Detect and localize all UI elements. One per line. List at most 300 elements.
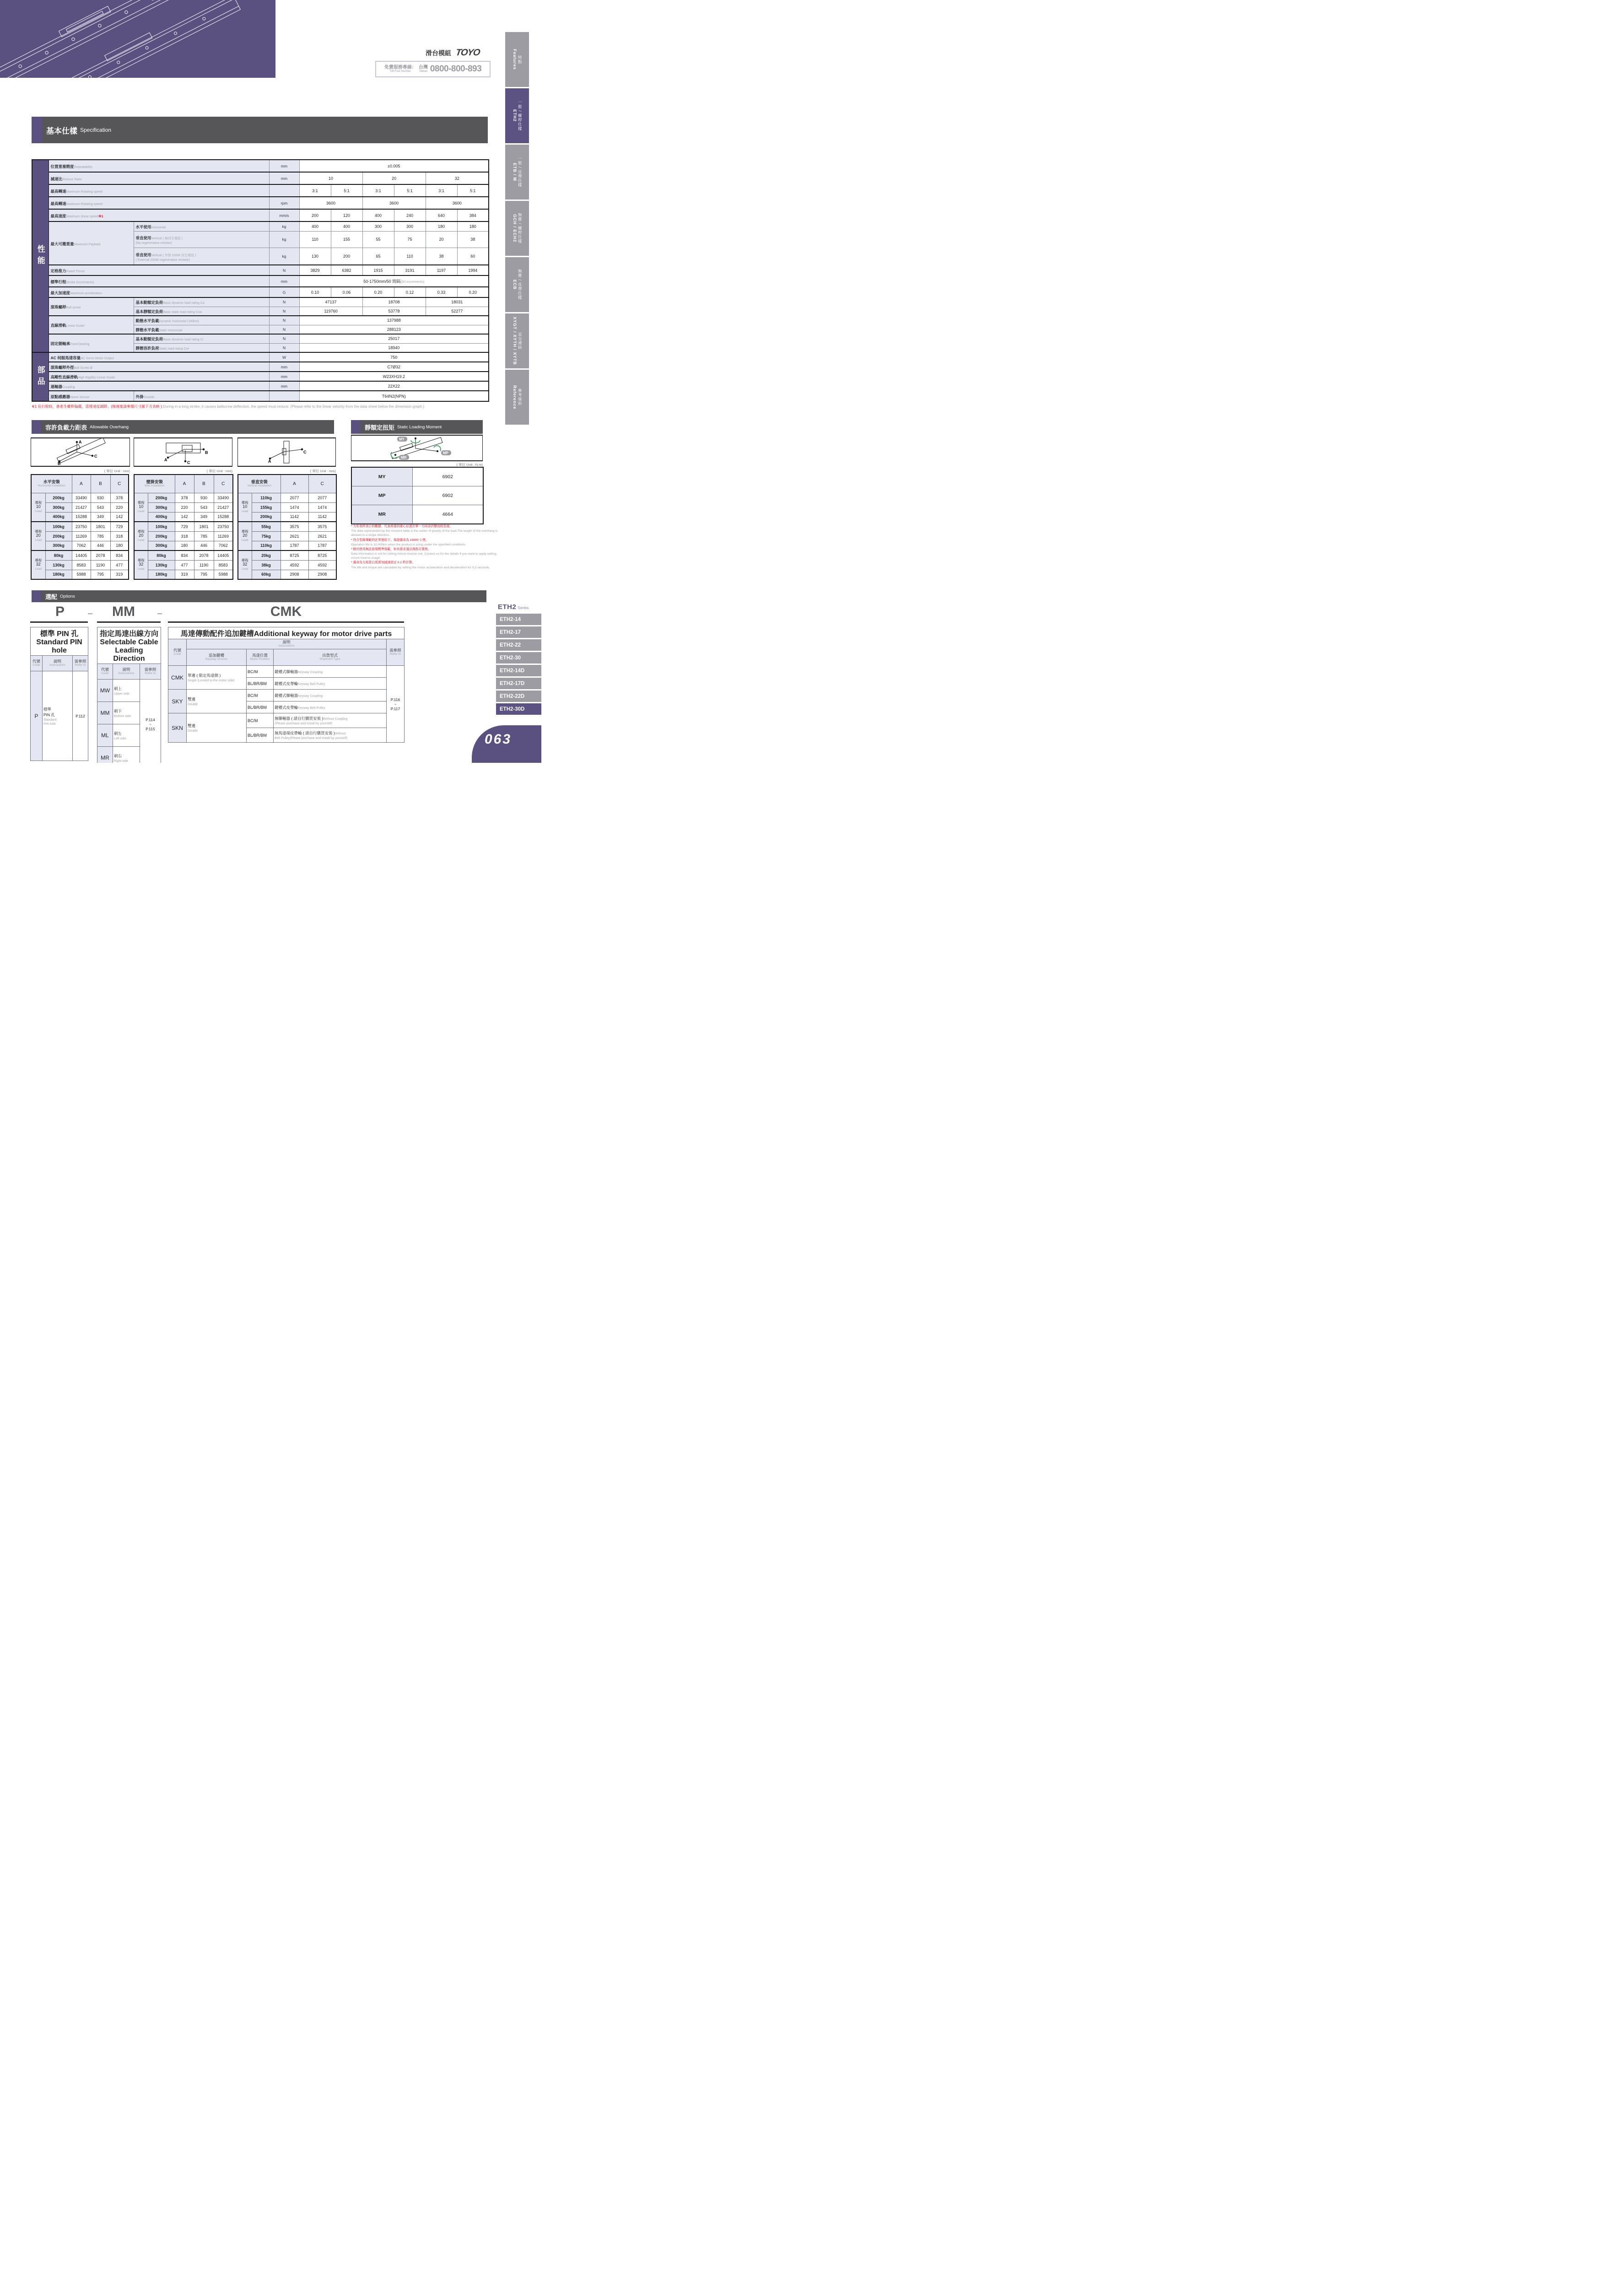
overhang-value-cell: 785 (91, 531, 110, 541)
label: 代號 (101, 667, 109, 672)
label: Horizontal Installation (38, 484, 65, 487)
label: 導程 (35, 558, 42, 563)
lead-group-label (31, 522, 45, 550)
tab-label-en: ETB / M (512, 163, 517, 181)
spec-title-zh: 基本仕樣 (46, 126, 77, 135)
spec-value-cell (299, 160, 489, 172)
unit-caption-mm-1: ( 單位 Unit : mm) (104, 469, 130, 473)
spec-value: 6382 (342, 268, 351, 273)
linear-actuator-drawing (0, 0, 275, 78)
spec-value-cell (331, 221, 362, 231)
spec-row (32, 172, 489, 184)
lead-value: 32 (36, 562, 41, 567)
overhang-value-cell: 2621 (281, 531, 308, 541)
label: 導程 (241, 529, 248, 534)
label: 靜態水平負載 (135, 327, 159, 332)
spec-value: 200 (312, 213, 319, 218)
label: 靜態容許負荷 (135, 345, 159, 351)
table-row (31, 550, 129, 560)
label: High Rigidity Linear Guide (78, 376, 115, 379)
spec-value: 0.06 (342, 290, 351, 295)
spec-row (32, 334, 489, 343)
lead-group-label (238, 493, 252, 522)
label: 連軸器 (50, 384, 63, 389)
static-moment-notes (351, 524, 503, 570)
shipment-type-cell (274, 690, 387, 702)
spec-value: 400 (343, 224, 351, 229)
overhang-section-bar (32, 420, 334, 434)
spec-value-cell (299, 316, 489, 325)
label: Linear Guide (66, 324, 85, 328)
payload-weight-cell: 200kg (148, 531, 175, 541)
table-row (238, 541, 336, 550)
label: 朝右 (114, 753, 122, 758)
label: Shipment Type (319, 658, 340, 661)
refer-page: P.117 (390, 706, 400, 711)
label: 固定側軸承 (50, 341, 70, 346)
sidebar-tab-gch-ech2[interactable] (505, 201, 529, 256)
standard-pin-hole-table (30, 627, 88, 761)
column-header-c: C (308, 475, 336, 493)
label: Lead (138, 509, 145, 513)
shipment-type-cell (274, 702, 387, 713)
spec-value-cell (299, 221, 331, 231)
sub-label-line2: ( External 200W regenerative resistor) (135, 258, 190, 262)
payload-weight-cell: 55kg (252, 522, 281, 531)
shipment-type-cell (274, 678, 387, 690)
spec-row-label (49, 209, 269, 221)
spec-value: 384 (469, 213, 476, 218)
table-row (31, 493, 129, 502)
underline (30, 621, 88, 623)
option-code-cell: ML (97, 724, 113, 747)
series-item-eth2-22[interactable]: ETH2-22 (496, 639, 541, 651)
overhang-value-cell: 1142 (281, 512, 308, 522)
spec-value: 1197 (437, 268, 446, 273)
spec-value-cell (426, 221, 457, 231)
spec-value: 155 (343, 237, 351, 242)
label: Double (188, 703, 198, 706)
spec-value: 3:1 (375, 188, 381, 193)
tab-label-zh: 直交連結 (518, 332, 523, 350)
option-instruction-cell (113, 747, 140, 763)
spec-value-cell (299, 197, 362, 209)
refer-page-cell (140, 680, 161, 763)
tilde: ~ (149, 722, 151, 727)
spec-value: 22X22 (388, 383, 400, 389)
spec-value-cell (457, 221, 489, 231)
spec-value: 20 (392, 176, 397, 181)
spec-value: 400 (312, 224, 319, 229)
overhang-value-cell: 8583 (72, 560, 91, 570)
keyway-groove-cell (187, 713, 247, 743)
spec-value: 0.33 (437, 290, 446, 295)
vertical-label: 性能 (36, 244, 45, 268)
label: 無聯軸器 ( 請自行購買安裝 ) (275, 716, 324, 721)
spec-value: 65 (376, 254, 381, 259)
svg-text:C: C (187, 460, 190, 465)
label: Keyway Coupling (298, 694, 323, 698)
series-item-eth2-17[interactable]: ETH2-17 (496, 626, 541, 638)
column-header-a: A (175, 475, 194, 493)
label: Upper side (114, 692, 129, 696)
overhang-value-cell: 21427 (72, 502, 91, 512)
spec-value-cell (362, 221, 394, 231)
spec-row (32, 297, 489, 307)
payload-weight-cell: 200kg (252, 512, 281, 522)
spec-value: 53778 (388, 308, 400, 313)
overhang-value-cell: 1190 (91, 560, 110, 570)
overhang-value-cell: 1801 (91, 522, 110, 531)
motor-position-cell: BC/M (247, 666, 274, 678)
spec-value-cell (362, 248, 394, 265)
spec-sub-label (134, 307, 269, 316)
label: Dynamic horizontal (100km) (159, 320, 199, 324)
overhang-value-cell: 3575 (308, 522, 336, 531)
overhang-value-cell: 785 (194, 531, 214, 541)
spec-value-cell (426, 265, 457, 275)
lead-value: 10 (243, 504, 248, 509)
purple-accent (32, 117, 42, 143)
label: 朝上 (114, 686, 122, 691)
spec-value: 640 (438, 213, 445, 218)
option-code-cell: MR (97, 747, 113, 763)
payload-weight-cell: 110kg (252, 493, 281, 502)
payload-weight-cell: 80kg (45, 550, 72, 560)
spec-value-cell (299, 352, 489, 362)
column-header-b: B (194, 475, 214, 493)
sidebar-tab-eth2[interactable] (505, 88, 529, 143)
label: Motor Position (250, 658, 270, 661)
sidebar-tab-etb-m[interactable] (505, 145, 529, 200)
overhang-value-cell: 3575 (281, 522, 308, 531)
overhang-value-cell: 446 (194, 541, 214, 550)
payload-weight-cell: 300kg (148, 502, 175, 512)
spec-value: 3600 (389, 200, 399, 205)
overhang-value-cell: 11269 (214, 531, 233, 541)
payload-weight-cell: 100kg (45, 522, 72, 531)
column-header-a: A (281, 475, 308, 493)
spec-row-label (49, 265, 269, 275)
label: 追加鍵槽 (208, 653, 224, 658)
options-title-en: Options (60, 594, 75, 599)
spec-row-label (49, 372, 269, 381)
label: 最大加速度 (50, 290, 70, 295)
spec-row (32, 265, 489, 275)
table-row (134, 522, 233, 531)
spec-value-cell (331, 209, 362, 221)
spec-unit-cell: mm (269, 362, 299, 372)
spec-value: 180 (438, 224, 445, 229)
label: 直線滑軌 (50, 323, 66, 328)
static-moment-title-zh: 靜額定扭矩 (365, 424, 395, 431)
overhang-value-cell: 142 (110, 512, 129, 522)
option-instruction-cell (43, 671, 73, 761)
option-code-cell: SKY (168, 690, 187, 713)
label: 壁掛安裝 (146, 479, 163, 484)
vertical-installation-diagram (237, 437, 336, 467)
spec-value-cell (299, 209, 331, 221)
label: 導程 (137, 501, 145, 505)
overhang-value-cell: 349 (194, 512, 214, 522)
overhang-value-cell: 1787 (308, 541, 336, 550)
overhang-value-cell: 930 (91, 493, 110, 502)
payload-weight-cell: 60kg (252, 570, 281, 579)
spec-row-label (49, 362, 269, 372)
spec-value-cell (362, 287, 394, 297)
installation-table-title (238, 475, 281, 493)
overhang-value-cell: 1190 (194, 560, 214, 570)
overhang-value-cell: 477 (110, 560, 129, 570)
tab-label-en: XYGT / XYTH / XYTB (512, 317, 517, 365)
label: 位置重複精度 (50, 164, 74, 169)
overhang-value-cell: 23750 (72, 522, 91, 531)
payload-weight-cell: 300kg (45, 502, 72, 512)
shipment-type-cell (274, 728, 387, 743)
option-instruction-cell (113, 702, 140, 724)
wall-installation-diagram (134, 437, 232, 467)
spec-unit-cell (269, 391, 299, 401)
overhang-value-cell: 220 (110, 502, 129, 512)
spec-row (32, 352, 489, 362)
series-item-eth2-17d[interactable]: ETH2-17D (496, 678, 541, 689)
moment-value-cell: 4664 (412, 505, 483, 524)
spec-value: 3191 (405, 268, 415, 273)
spec-value-cell (362, 265, 394, 275)
table-row (134, 512, 233, 522)
spec-sub-label (134, 343, 269, 352)
vertical-label: 部品 (36, 365, 45, 389)
spec-group-label (49, 316, 134, 334)
label: 無馬達端皮帶輪 ( 請自行購買安裝 ) (275, 731, 335, 735)
label: 朝下 (114, 708, 122, 713)
label: Lead (138, 567, 145, 571)
spec-value-cell (457, 287, 489, 297)
spec-value: 38 (439, 254, 444, 259)
spec-value-cell (394, 248, 426, 265)
overhang-value-cell: 319 (175, 570, 194, 579)
payload-weight-cell: 38kg (252, 560, 281, 570)
series-item-eth2-30d[interactable]: ETH2-30D (496, 703, 541, 715)
footnote-red: ※1 長行程時，會產生螺桿偏擺，需將速度調降。(線速度請參閱尺寸圖下方表格 ) (32, 405, 162, 409)
label: 基本動額定負荷 (135, 300, 163, 305)
spec-row-label (49, 381, 269, 391)
overhang-value-cell: 4592 (281, 560, 308, 570)
spec-unit-cell: kg (269, 248, 299, 265)
sidebar-tab-ecb[interactable] (505, 257, 529, 312)
spec-unit-cell: W (269, 352, 299, 362)
series-item-eth2-22d[interactable]: ETH2-22D (496, 691, 541, 702)
spec-value: 50-1750mm/50 間隔 (363, 279, 401, 284)
motor-position-cell: BL/BR/BM (247, 702, 274, 713)
table-row (31, 541, 129, 550)
overhang-value-cell: 15288 (72, 512, 91, 522)
spec-value-cell (362, 297, 426, 307)
spec-value: 10 (329, 176, 334, 181)
sidebar-tab-reference[interactable] (505, 370, 529, 425)
label: 最高轉速 (50, 189, 66, 194)
footnote-marker: ※1 (98, 215, 103, 218)
spec-value-cell (299, 231, 331, 248)
label: 滾珠螺桿 (50, 305, 66, 309)
lead-value: 20 (36, 533, 41, 538)
spec-value-cell (394, 231, 426, 248)
label: 說明 (122, 667, 130, 672)
tab-label-zh: 一般 / 皮帶仕樣 (518, 156, 523, 188)
spec-row-label (49, 172, 269, 184)
static-moment-section-bar (351, 420, 483, 434)
lead-group-label (31, 493, 45, 522)
spec-value-cell (299, 325, 489, 334)
payload-weight-cell: 300kg (148, 541, 175, 550)
horizontal-installation-diagram (31, 437, 130, 467)
column-header (97, 664, 113, 680)
spec-value: 38 (470, 237, 475, 242)
overhang-value-cell: 1474 (308, 502, 336, 512)
spec-value: 3600 (452, 200, 462, 205)
label: 馬達傳動配件追加鍵槽 (180, 630, 254, 638)
overhang-value-cell: 33490 (72, 493, 91, 502)
series-item-eth2-14d[interactable]: ETH2-14D (496, 665, 541, 676)
spec-row (32, 287, 489, 297)
overhang-value-cell: 349 (91, 512, 110, 522)
spec-value-cell (299, 372, 489, 381)
label: Maximum linear speed (66, 215, 98, 218)
table-row (134, 570, 233, 579)
label: PIN 孔 (43, 712, 55, 717)
overhang-value-cell: 5988 (72, 570, 91, 579)
note-line: * 壽命及力矩是以馬達加減速設定 0.2 秒計算。 (351, 561, 415, 565)
label: (Please purchase and install by yourself) (275, 722, 333, 725)
column-header-c: C (110, 475, 129, 493)
payload-weight-cell: 130kg (148, 560, 175, 570)
table-row (31, 512, 129, 522)
spec-sub-label (134, 325, 269, 334)
overhang-value-cell: 543 (194, 502, 214, 512)
spec-value-cell (394, 184, 426, 197)
spec-row (32, 316, 489, 325)
sidebar-tab-features[interactable] (505, 32, 529, 87)
lead-group-label (134, 550, 148, 579)
label: Bottom side (114, 714, 131, 718)
column-header (43, 656, 73, 671)
table-row (238, 522, 336, 531)
svg-text:A: A (268, 459, 271, 464)
dash-separator: – (88, 609, 93, 618)
label: Lead (35, 538, 42, 542)
table-row (134, 541, 233, 550)
overhang-value-cell: 5988 (214, 570, 233, 579)
overhang-value-cell: 2078 (91, 550, 110, 560)
payload-weight-cell: 130kg (45, 560, 72, 570)
overhang-value-cell: 378 (110, 493, 129, 502)
region-zh: 台灣 (418, 65, 428, 70)
spec-side-group-label (32, 352, 49, 401)
svg-text:B: B (58, 461, 61, 466)
overhang-value-cell: 2621 (308, 531, 336, 541)
label: Lead (138, 538, 145, 542)
sidebar-tab-xygt-xyth-xytb[interactable] (505, 313, 529, 368)
payload-weight-cell: 300kg (45, 541, 72, 550)
svg-text:A: A (79, 440, 82, 444)
tab-label-en: ETH2 (512, 109, 517, 122)
moment-axis-cell: MY (351, 467, 412, 486)
shipment-type-cell (274, 666, 387, 678)
label: Maximum Payload (74, 243, 101, 246)
spec-row (32, 381, 489, 391)
spec-row (32, 275, 489, 287)
spec-value-cell (299, 287, 331, 297)
label: 減速比 (50, 176, 63, 181)
spec-value-cell (299, 343, 489, 352)
tollfree-label-zh: 免費服務專線： (384, 65, 416, 70)
label: 單邊 ( 限定馬達側 ) (188, 673, 221, 678)
label: Left side (114, 737, 126, 740)
spec-value: 0.12 (405, 290, 414, 295)
tab-label-zh: 一般 / 螺桿仕樣 (518, 100, 523, 131)
spec-sub-label (134, 221, 269, 231)
overhang-value-cell: 2077 (308, 493, 336, 502)
label: 導程 (137, 529, 145, 534)
spec-row-label (49, 184, 269, 197)
keyway-table-title (168, 627, 405, 639)
dash-separator: – (157, 609, 162, 618)
spec-value-cell (394, 221, 426, 231)
column-header (140, 664, 161, 680)
label: 標準行程 (50, 279, 66, 284)
overhang-value-cell: 729 (110, 522, 129, 531)
series-item-eth2-30[interactable]: ETH2-30 (496, 652, 541, 664)
moment-value-cell: 6902 (412, 486, 483, 505)
spec-value-cell (457, 209, 489, 221)
spec-value: 750 (390, 355, 398, 360)
spec-value-note: (50 increments) (400, 280, 425, 284)
spec-value-cell (394, 209, 426, 221)
column-header-b: B (91, 475, 110, 493)
lead-value: 10 (36, 504, 41, 509)
overhang-value-cell: 7062 (214, 541, 233, 550)
spec-group-label (49, 221, 134, 265)
spec-value-cell (426, 231, 457, 248)
payload-weight-cell: 180kg (148, 570, 175, 579)
spec-value-cell (426, 307, 489, 316)
label: 最高轉速 (50, 201, 66, 206)
spec-value-cell (426, 248, 457, 265)
table-row (31, 531, 129, 541)
overhang-title-en: Allowable Overhang (90, 424, 129, 430)
table-row (351, 505, 483, 524)
table-row (134, 550, 233, 560)
spec-group-label (49, 334, 134, 352)
label: 垂直安裝 (251, 479, 268, 484)
series-name: ETH2 (498, 603, 517, 611)
label: 標準 (43, 707, 52, 712)
cable-table-title (97, 627, 161, 664)
note-line: * 力矩表所表示的數據，代表荷重的重心位置於單一方向容許懸出的長度。 (351, 525, 453, 528)
note-line: The life and torque are calculated by setting the motor acceleration and deceleration for 0.2 seconds. (351, 566, 490, 569)
label: Static load rating Cor (159, 347, 189, 351)
spec-value: 47137 (325, 300, 337, 305)
spec-unit-cell: mm (269, 172, 299, 184)
lead-group-label (31, 550, 45, 579)
spec-side-group-label (32, 160, 49, 352)
series-item-eth2-14[interactable]: ETH2-14 (496, 614, 541, 625)
label: Maximum Rotating speed (66, 190, 103, 194)
spec-value: 120 (343, 213, 351, 218)
table-row (134, 502, 233, 512)
label: 基本靜額定負荷 (135, 309, 163, 314)
label: Maximum Rotating speed (66, 202, 103, 206)
